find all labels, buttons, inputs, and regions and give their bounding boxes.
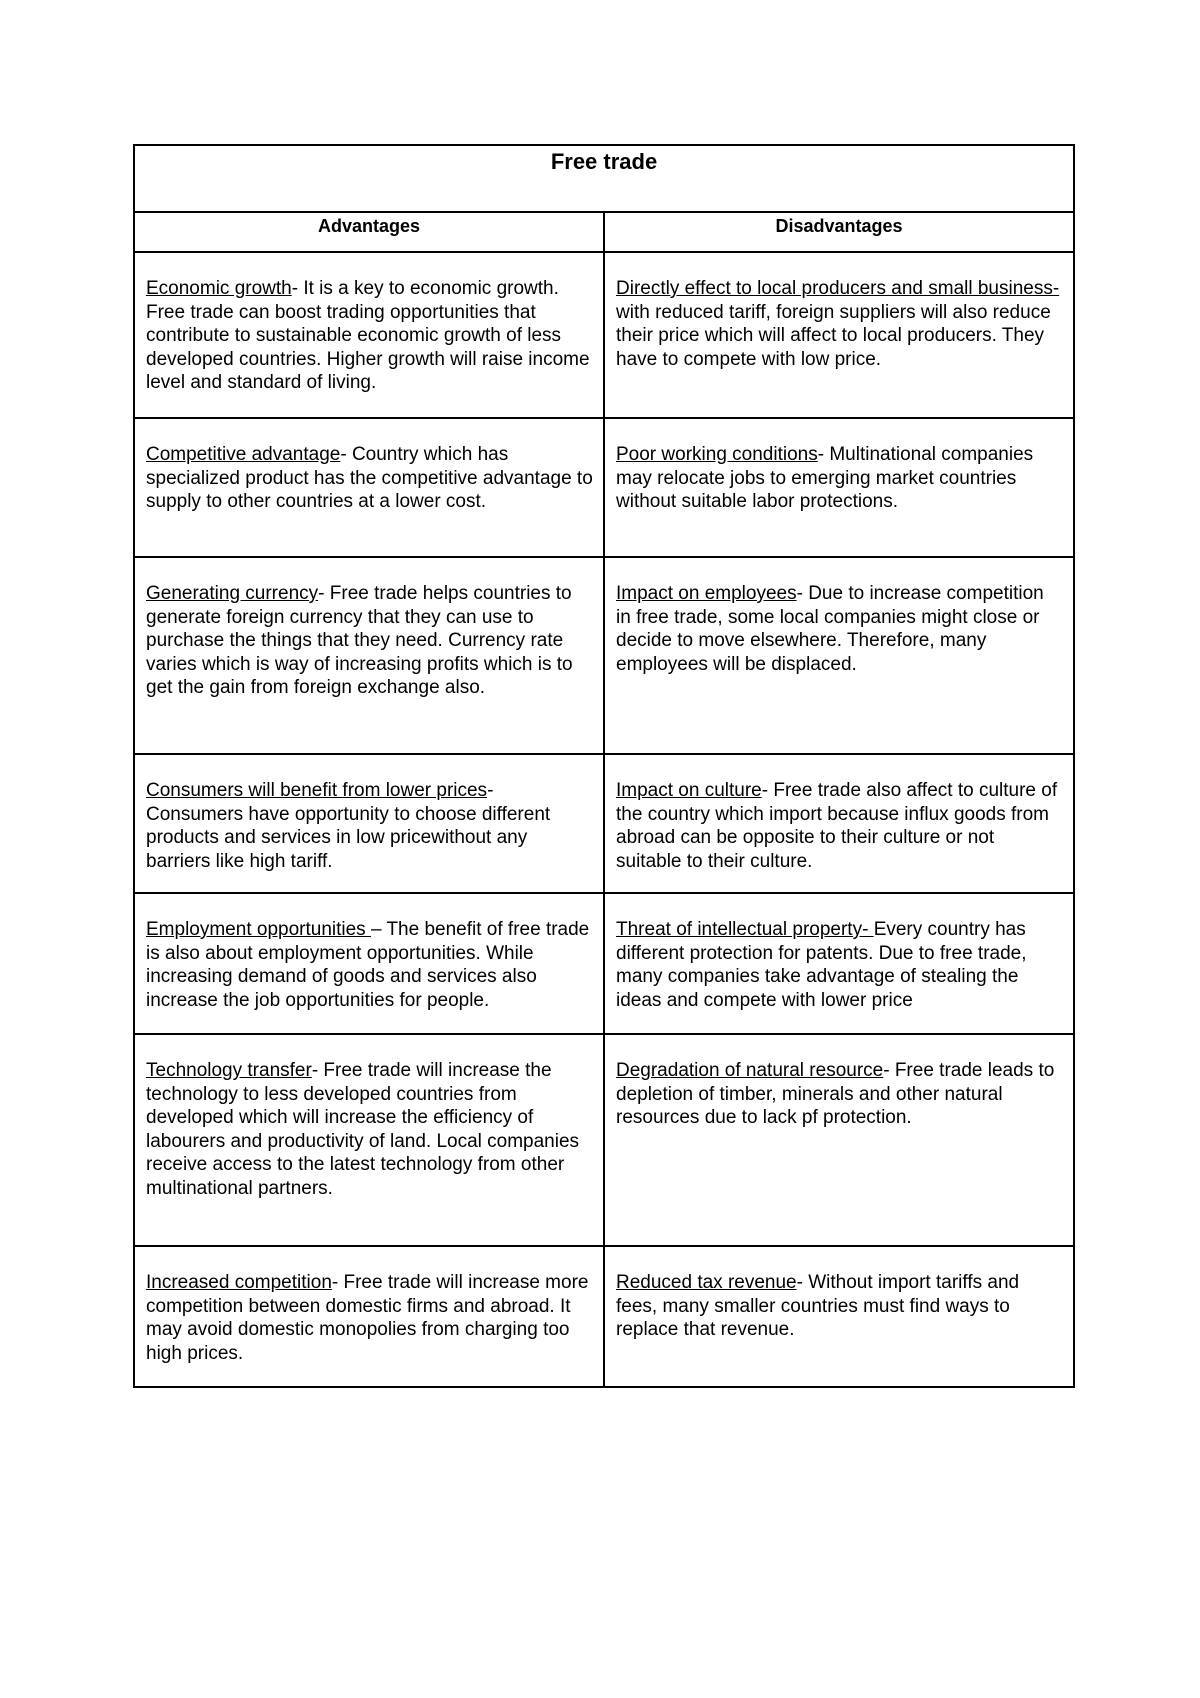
disadvantage-cell (604, 418, 1074, 557)
table-row (134, 1246, 1074, 1387)
advantage-text: - Free trade will increase more competition between domestic firms and abroad. It may avoid domestic monopolies from charging too high prices. (146, 1272, 589, 1364)
disadvantage-cell (604, 1034, 1074, 1246)
advantage-text: - Free trade helps countries to generate foreign currency that they can use to purchase the things that they need. Currency rate varies which is way of increasing profits which is to get the gain from foreign exchange also. (146, 583, 573, 698)
disadvantage-text: - Without import tariffs and fees, many smaller countries must find ways to replace that revenue. (616, 1272, 1020, 1340)
advantage-term: Increased competition (146, 1272, 332, 1293)
disadvantage-term: Degradation of natural resource (616, 1060, 884, 1081)
disadvantage-term: Reduced tax revenue (616, 1272, 797, 1293)
disadvantage-term: Impact on culture (616, 780, 762, 801)
disadvantage-term: Poor working conditions (616, 444, 818, 465)
advantage-term: Competitive advantage (146, 444, 341, 465)
header-row (134, 212, 1074, 252)
advantage-cell (134, 1034, 604, 1246)
advantage-text: - Country which has specialized product has the competitive advantage to supply to other countries at a lower cost. (146, 444, 593, 512)
advantages-header: Advantages (134, 212, 604, 252)
table-title: Free trade (134, 145, 1074, 212)
advantage-cell (134, 893, 604, 1034)
disadvantage-text: with reduced tariff, foreign suppliers will also reduce their price which will affect to local producers. They have to compete with low price. (616, 301, 1051, 370)
disadvantage-cell (604, 1246, 1074, 1387)
disadvantage-text: - Due to increase competition in free trade, some local companies might close or decide to move elsewhere. Therefore, many employees will be displaced. (616, 583, 1044, 675)
advantage-term: Economic growth (146, 278, 292, 299)
advantage-text: – The benefit of free trade is also about employment opportunities. While increasing demand of goods and services also increase the job opportunities for people. (146, 919, 590, 1011)
table-row (134, 893, 1074, 1034)
advantage-term: Generating currency (146, 583, 319, 604)
disadvantage-text: - Free trade also affect to culture of the country which import because influx goods from abroad can be opposite to their culture or not suitable to their culture. (616, 780, 1058, 872)
advantage-text: - Free trade will increase the technology to less developed countries from developed which will increase the efficiency of labourers and productivity of land. Local companies receive access to the latest technology from other multinational partners. (146, 1060, 580, 1199)
table-row (134, 418, 1074, 557)
advantage-text: - It is a key to economic growth. Free trade can boost trading opportunities that contribute to sustainable economic growth of less developed countries. Higher growth will raise income level and standard of living. (146, 278, 590, 393)
disadvantages-header: Disadvantages (604, 212, 1074, 252)
table-row (134, 557, 1074, 754)
disadvantage-cell (604, 754, 1074, 893)
disadvantage-text: Every country has different protection for patents. Due to free trade, many companies take advantage of stealing the ideas and compete with lower price (616, 919, 1027, 1011)
disadvantage-cell (604, 557, 1074, 754)
advantage-cell (134, 754, 604, 893)
disadvantage-cell (604, 893, 1074, 1034)
table-row (134, 252, 1074, 418)
advantage-term: Technology transfer (146, 1060, 312, 1081)
free-trade-table (133, 144, 1075, 1388)
advantage-term: Consumers will benefit from lower prices (146, 780, 488, 801)
disadvantage-text: - Free trade leads to depletion of timber, minerals and other natural resources due to lack pf protection. (616, 1060, 1055, 1128)
disadvantage-text: - Multinational companies may relocate jobs to emerging market countries without suitable labor protections. (616, 444, 1034, 512)
disadvantage-cell (604, 252, 1074, 418)
advantage-cell (134, 418, 604, 557)
table-row (134, 1034, 1074, 1246)
advantage-term: Employment opportunities (146, 919, 371, 940)
advantage-cell (134, 557, 604, 754)
advantage-cell (134, 252, 604, 418)
disadvantage-term: Impact on employees (616, 583, 797, 604)
disadvantage-term: Directly effect to local producers and small business- (616, 278, 1060, 299)
table-row (134, 754, 1074, 893)
advantage-text: - Consumers have opportunity to choose different products and services in low pricewithout any barriers like high tariff. (146, 780, 551, 872)
disadvantage-term: Threat of intellectual property- (616, 919, 874, 940)
title-row (134, 145, 1074, 212)
advantage-cell (134, 1246, 604, 1387)
